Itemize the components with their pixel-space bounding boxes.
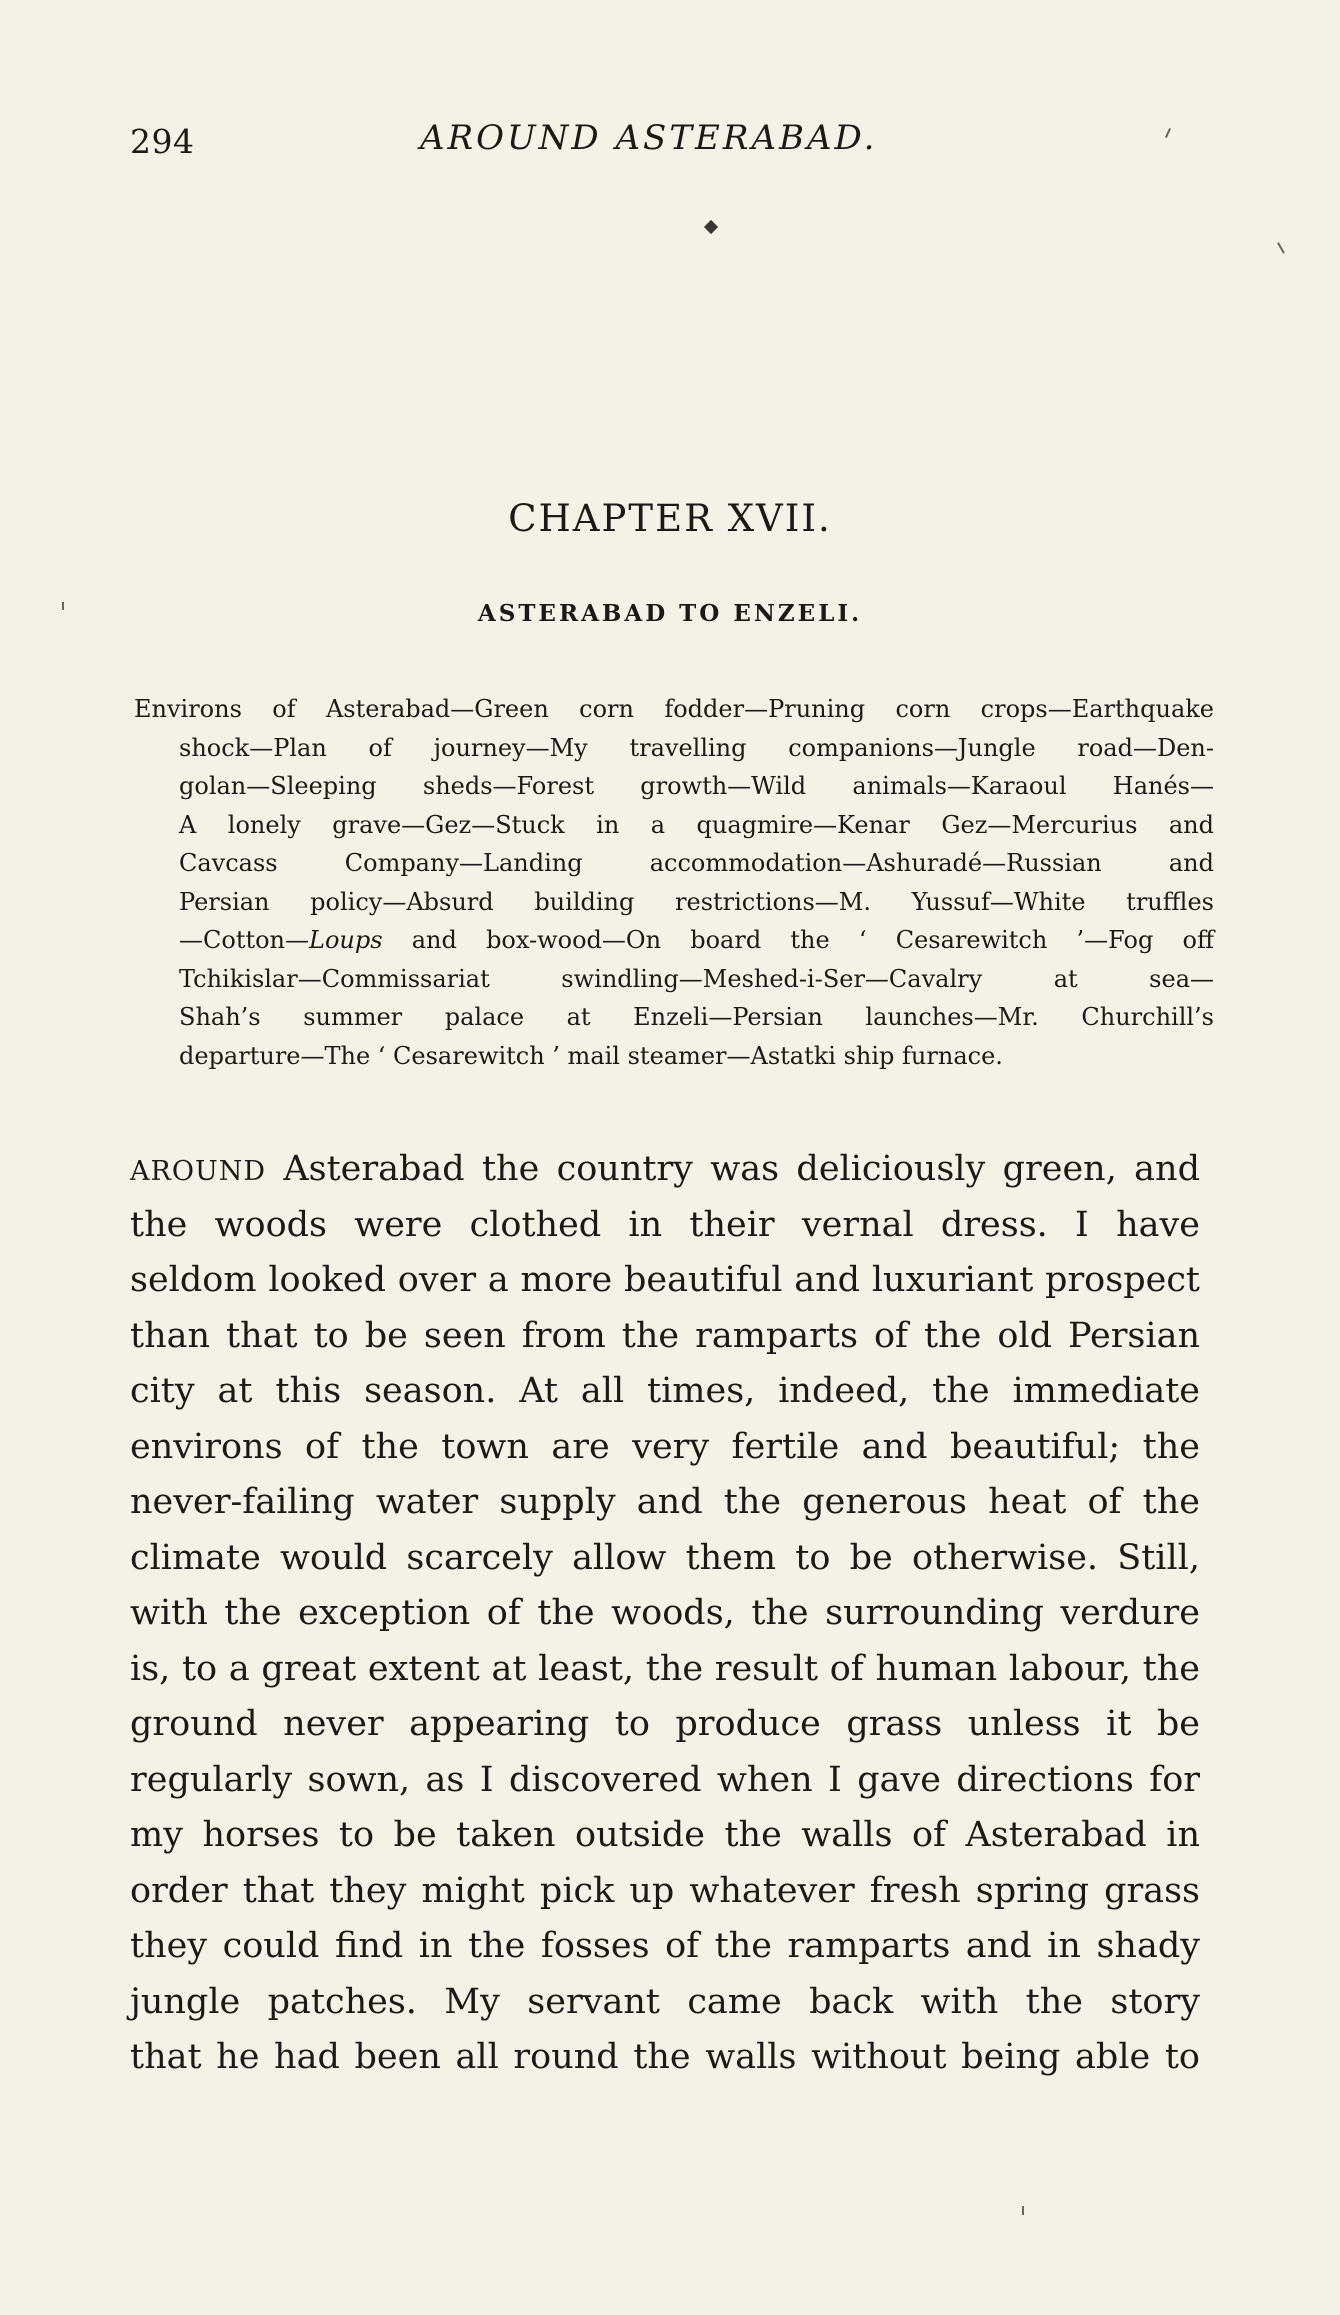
body-paragraph: [130, 1142, 1200, 2086]
page-speck: [1277, 242, 1285, 253]
body-line: never-failing water supply and the generous heat of the: [130, 1482, 1200, 1522]
running-title: AROUND ASTERABAD.: [420, 118, 878, 158]
chapter-synopsis: [134, 690, 1214, 1075]
body-line: is, to a great extent at least, the result of human labour, the: [130, 1648, 1200, 1689]
synopsis-line: departure—The ‘ Cesarewitch ’ mail steamer—Astatki ship furnace.: [179, 1041, 1003, 1070]
opening-small-caps: AROUND: [130, 1156, 266, 1187]
body-line: order that they might pick up whatever fresh spring grass: [130, 1870, 1200, 1911]
opening-small-caps-rest: ROUND: [150, 1156, 266, 1187]
synopsis-line: Persian policy—Absurd building restrictions—M. Yussuf—White truffles: [179, 887, 1214, 916]
synopsis-line: Environs of Asterabad—Green corn fodder—Pruning corn crops—Earthquake: [134, 695, 1214, 723]
synopsis-line: golan—Sleeping sheds—Forest growth—Wild animals—Karaoul Hanés—: [179, 772, 1214, 800]
synopsis-line: shock—Plan of journey—My travelling companions—Jungle road—Den-: [179, 733, 1214, 762]
chapter-title: CHAPTER XVII.: [508, 497, 832, 540]
synopsis-text: —Cotton—: [179, 926, 310, 954]
synopsis-line: A lonely grave—Gez—Stuck in a quagmire—Kenar Gez—Mercurius and: [179, 810, 1214, 839]
body-line: they could find in the fosses of the ramparts and in shady: [130, 1926, 1200, 1966]
body-line: ground never appearing to produce grass unless it be: [130, 1704, 1200, 1744]
body-line: the woods were clothed in their vernal dress. I have: [130, 1204, 1200, 1245]
synopsis-italic-word: Loups: [309, 926, 383, 954]
ornament-mark: [704, 220, 718, 234]
page-number: 294: [130, 122, 195, 161]
synopsis-text: and box-wood—On board the ‘ Cesarewitch ’—Fog off: [382, 926, 1214, 954]
page-speck: [1022, 2206, 1024, 2215]
body-line: climate would scarcely allow them to be otherwise. Still,: [130, 1537, 1200, 1578]
body-line: regularly sown, as I discovered when I gave directions for: [130, 1759, 1200, 1800]
body-line: seldom looked over a more beautiful and luxuriant prospect: [130, 1260, 1200, 1300]
body-line: jungle patches. My servant came back with the story: [130, 1981, 1200, 2022]
synopsis-line: [134, 921, 1214, 960]
chapter-subtitle: ASTERABAD TO ENZELI.: [477, 600, 863, 627]
body-line: with the exception of the woods, the surrounding verdure: [130, 1593, 1200, 1633]
running-head: [130, 118, 1210, 168]
body-line: than that to be seen from the ramparts of the old Persian: [130, 1315, 1200, 1356]
body-line: environs of the town are very fertile and beautiful; the: [130, 1426, 1200, 1467]
synopsis-line: Cavcass Company—Landing accommodation—Ashuradé—Russian and: [179, 849, 1214, 877]
synopsis-line: Tchikislar—Commissariat swindling—Meshed-i-Ser—Cavalry at sea—: [179, 964, 1214, 993]
body-line: city at this season. At all times, indeed, the immediate: [130, 1371, 1200, 1411]
body-line: [130, 1142, 1200, 1198]
synopsis-line: Shah’s summer palace at Enzeli—Persian launches—Mr. Churchill’s: [179, 1003, 1214, 1031]
body-line: my horses to be taken outside the walls of Asterabad in: [130, 1815, 1200, 1855]
body-line: that he had been all round the walls without being able to: [130, 2037, 1200, 2077]
body-text: Asterabad the country was deliciously green, and: [266, 1149, 1200, 1189]
